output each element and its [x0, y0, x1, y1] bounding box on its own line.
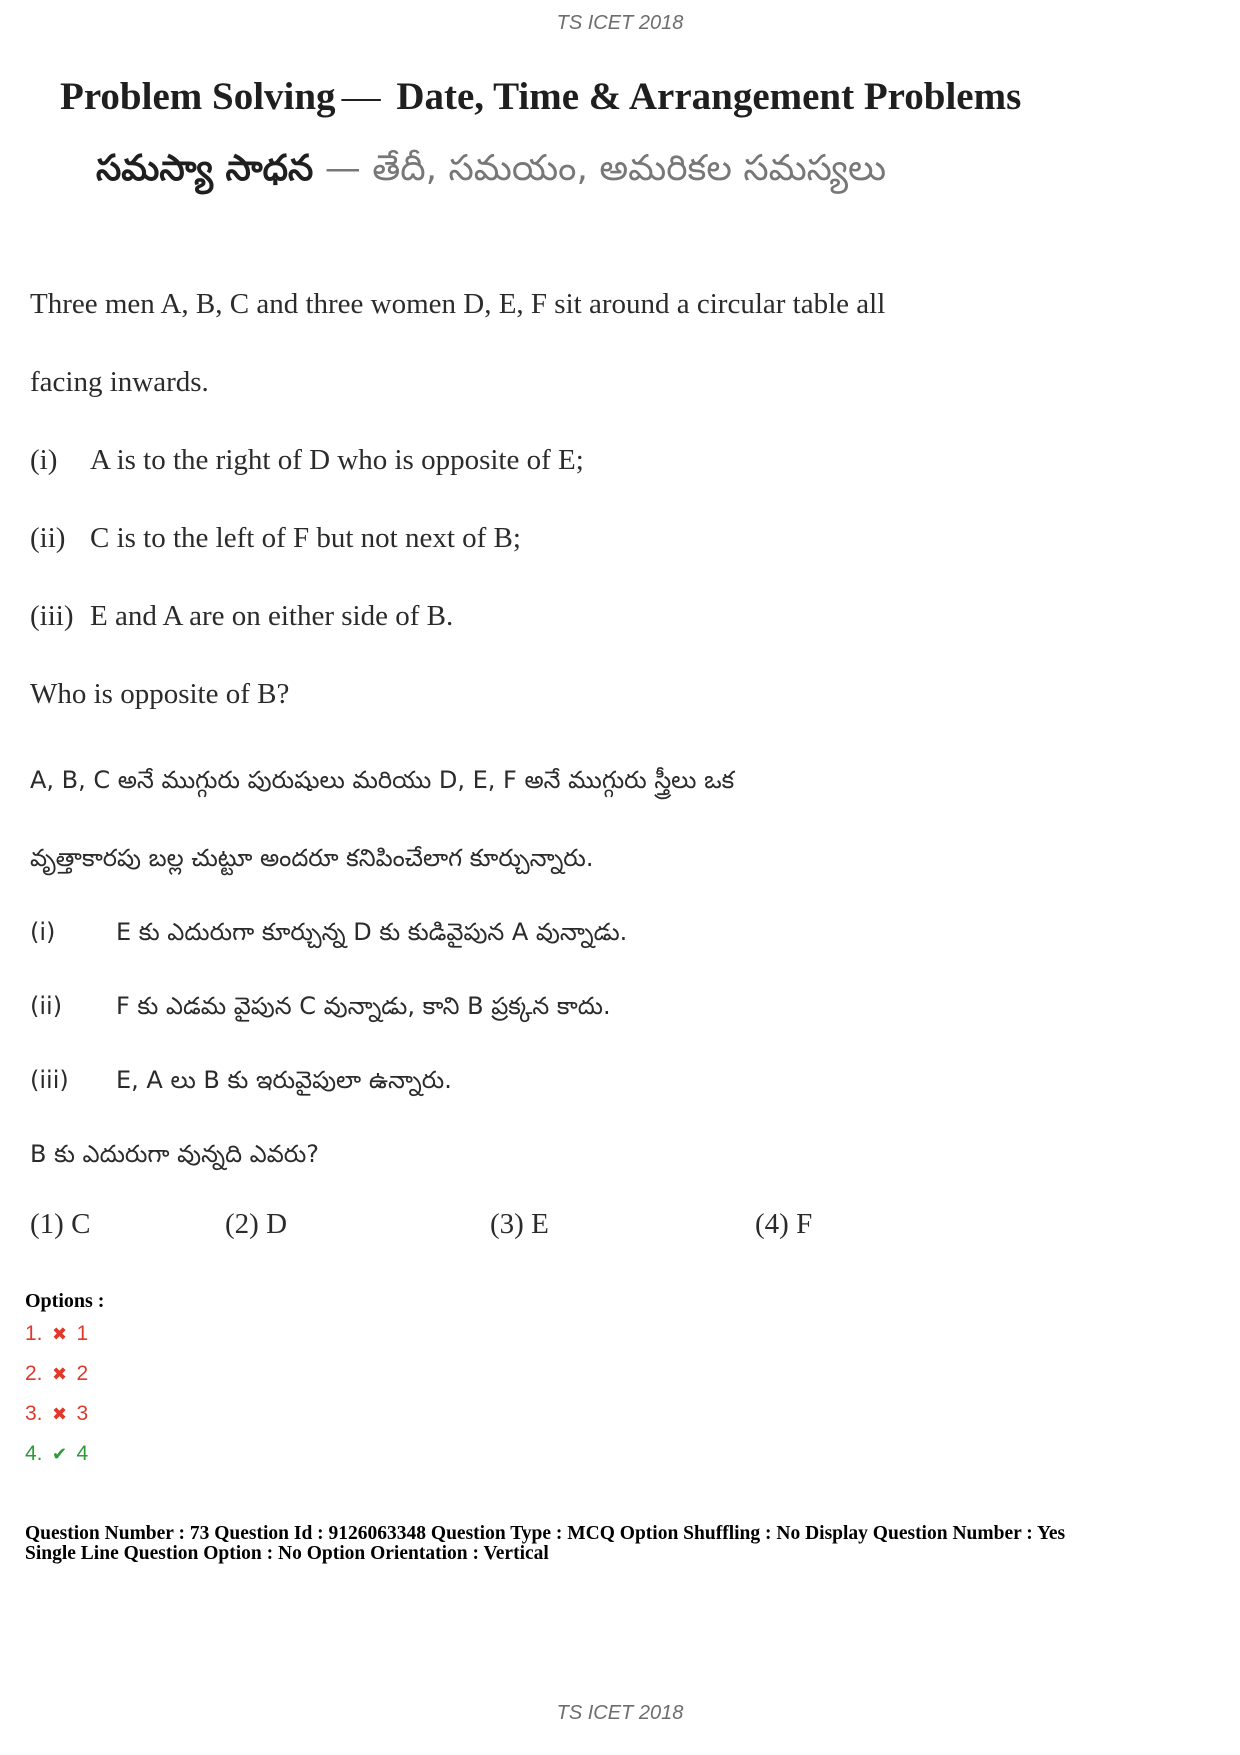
- option-row-1: 1. ✖ 1: [25, 1322, 89, 1345]
- cross-icon: ✖: [51, 1324, 68, 1344]
- title-te-left: సమస్యా సాధన: [96, 148, 314, 189]
- check-icon: ✔: [51, 1444, 68, 1464]
- question-te-line1: A, B, C అనే ముగ్గురు పురుషులు మరియు D, E, F అనే ముగ్గురు స్త్రీలు ఒక: [30, 766, 735, 794]
- question-en-ask: Who is opposite of B?: [30, 678, 290, 710]
- page-footer: TS ICET 2018: [556, 1702, 684, 1724]
- question-meta-line2: Single Line Question Option : No Option Orientation : Vertical: [25, 1543, 549, 1564]
- condition-en-1: (i) A is to the right of D who is opposite of E;: [30, 444, 584, 476]
- title-right: Date, Time & Arrangement Problems: [396, 75, 1022, 118]
- section-title: [60, 74, 1140, 119]
- answer-choice: (1) C: [30, 1208, 91, 1240]
- condition-te-3: (iii) E, A లు B కు ఇరువైపులా ఉన్నారు.: [30, 1066, 452, 1094]
- question-en-line2: facing inwards.: [30, 366, 209, 398]
- question-en-line1: Three men A, B, C and three women D, E, F sit around a circular table all: [30, 288, 886, 320]
- answer-choice: (4) F: [755, 1208, 813, 1240]
- title-left: Problem Solving: [60, 75, 336, 118]
- cross-icon: ✖: [51, 1404, 68, 1424]
- question-meta-line1: Question Number : 73 Question Id : 9126063348 Question Type : MCQ Option Shuffling : No Display Question Number : Yes: [25, 1523, 1066, 1544]
- page-header: TS ICET 2018: [556, 12, 684, 34]
- condition-te-2: (ii) F కు ఎడమ వైపున C వున్నాడు, కాని B ప్రక్కన కాదు.: [30, 992, 611, 1020]
- title-dash: —: [341, 75, 381, 118]
- condition-te-1: (i) E కు ఎదురుగా కూర్చున్న D కు కుడివైపున A వున్నాడు.: [30, 918, 628, 946]
- options-label: Options :: [25, 1290, 105, 1312]
- section-title-telugu: [96, 148, 1136, 198]
- title-te-dash: —: [324, 148, 361, 189]
- question-te-ask: B కు ఎదురుగా వున్నది ఎవరు?: [30, 1140, 320, 1168]
- option-row-3: 3. ✖ 3: [25, 1402, 89, 1425]
- cross-icon: ✖: [51, 1364, 68, 1384]
- condition-en-2: (ii) C is to the left of F but not next of B;: [30, 522, 521, 554]
- option-row-2: 2. ✖ 2: [25, 1362, 89, 1385]
- condition-en-3: (iii) E and A are on either side of B.: [30, 600, 454, 632]
- title-te-right: తేదీ, సమయం, అమరికల సమస్యలు: [372, 148, 887, 189]
- answer-choice: (2) D: [225, 1208, 288, 1240]
- question-te-line2: వృత్తాకారపు బల్ల చుట్టూ అందరూ కనిపించేలాగ కూర్చున్నారు.: [30, 844, 594, 872]
- option-row-4: 4. ✔ 4: [25, 1442, 89, 1465]
- answer-choice: (3) E: [490, 1208, 549, 1240]
